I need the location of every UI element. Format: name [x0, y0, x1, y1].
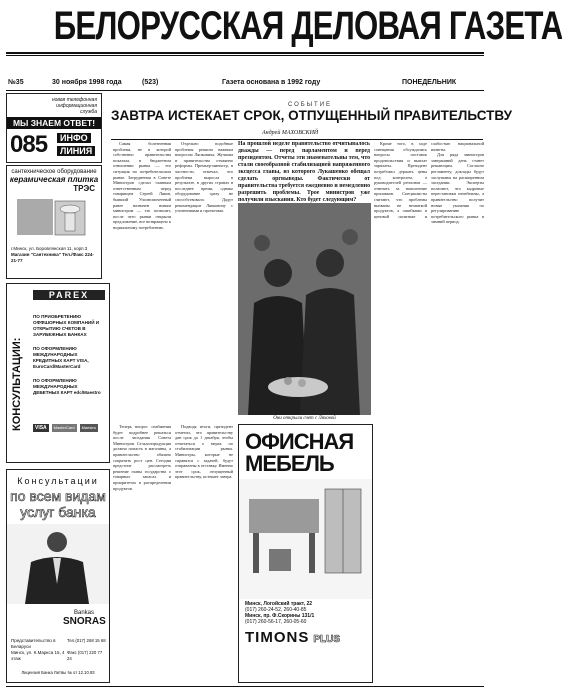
article-column-4 [175, 424, 233, 681]
infoline-word1: ИНФО [57, 133, 91, 143]
furniture-address-2: Минск, пр. Ф.Скорины 131/1 [245, 613, 315, 619]
businessman-photo [7, 524, 109, 604]
masthead-title: БЕЛОРУССКАЯ ДЕЛОВАЯ ГАЗЕТА [53, 4, 562, 48]
snoras-office: Представительство в Беларуси [11, 638, 56, 649]
article-text-6: Для ряда министров завтрашний день станет решающим. Согласно регламенту, доклады будут заслушаны на расширенном заседании. Эксперты полагают, что кадровые перестановки неизбежны, а правительство получит новые указания по регулированию потребительского рынка в зимний период. [431, 152, 484, 225]
section-tag: СОБЫТИЕ [287, 102, 333, 108]
infoline-slogan: МЫ ЗНАЕМ ОТВЕТ! [7, 117, 101, 129]
snoras-logo-top: Bankas [73, 610, 94, 616]
article-column-2 [175, 141, 233, 413]
article-text-1: Самая болезненная проблема, не в которой собственно правительства показала, в бюджетном отношении рынка — это ситуация на потребительском рынке. Затруднения в Совете Министров сделал главным ответственным перед товарищем Сергей Ляков, бывший Уполномоченный ранее назначен новым министром — это позволит, после чего рынки открыли предложение, все возвращено к нормальному потреблению. [113, 141, 171, 230]
issue-number: №35 [8, 79, 24, 86]
snoras-line1: Консультации [17, 476, 99, 486]
ceramics-shop: Магазин "Сантехника" Тел./Факс 224-21-77 [11, 252, 94, 263]
snoras-phone: Тел.(017) 268 15 68 [67, 638, 106, 643]
photo-officials [238, 203, 371, 415]
snoras-logo-bottom: SNORAS [63, 616, 106, 627]
snoras-license: Лицензия Банка Литвы № от 12.10.93 [21, 670, 95, 675]
headline-rule [111, 139, 483, 140]
snoras-address: Минск, ул. К.Маркса 15, 4 этаж [11, 650, 65, 661]
snoras-fax: Факс (017) 220 77 24 [67, 650, 103, 661]
article-lead: На прошлой неделе правительство отчитывалось дважды — перед парламентом и перед президентом. Отчеты эти знаменательны тем, что стали своеобразной стабилизацией напряженного эксцесса главы, из которого Лукашенко обещал сделать оргвыводы. Фактически от правительства требуется ежедневно и немедленно разрешить проблемы. Трое министров уже получили взыскания. Кто будет следующим? [238, 141, 370, 203]
parex-item-2: ПО ОФОРМЛЕНИЮ МЕЖДУНАРОДНЫХ КРЕДИТНЫХ КАРТ VISA, EuroCard/MasterCard [33, 346, 89, 369]
masthead-rule-top [6, 52, 484, 54]
maestro-logo: Maestro [81, 425, 97, 430]
article-lead-paragraph [238, 141, 370, 201]
photo-caption: Они открыли счет с Ляховой [273, 416, 336, 421]
visa-logo: VISA [35, 425, 47, 431]
furniture-brand: TIMONS [245, 629, 310, 646]
infoline-phone: 085 [10, 131, 48, 158]
parex-ad [6, 283, 110, 463]
parex-item-1: ПО ПРИОБРЕТЕНИЮ ОФФШОРНЫХ КОМПАНИЙ И ОТКРЫТИЮ СЧЕТОВ В ЗАРУБЕЖНЫХ БАНКАХ [33, 314, 100, 337]
furniture-title-1: ОФИСНАЯ [245, 429, 354, 454]
ceramics-ad [6, 165, 102, 279]
ceramics-subtitle: керамическая плитка [9, 175, 99, 184]
infoline-ad [6, 93, 102, 163]
furniture-phones-2: (017) 260-56-17, 260-05-60 [245, 619, 307, 625]
founded-note: Газета основана в 1992 году [222, 79, 321, 86]
furniture-ad [238, 424, 373, 683]
furniture-title-2: МЕБЕЛЬ [245, 451, 334, 476]
ceramics-brand: ТРЭС [73, 184, 95, 193]
ceramics-address: г.Минск, ул. Боровлянская 11, корп.3 [11, 246, 88, 251]
infoline-tagline: новая телефонная информационная служба [51, 97, 97, 115]
sink-illustration [7, 193, 101, 241]
ceramics-title: сантехническое оборудование [11, 169, 97, 175]
article-author: Андрей МАХОВСКИЙ [262, 130, 319, 136]
footer-rule [6, 686, 484, 687]
furniture-phones: (017) 260-24-52, 260-40-85 [245, 607, 307, 613]
issue-serial: (523) [142, 79, 159, 86]
snoras-line3: услуг банка [20, 504, 96, 520]
weekday: ПОНЕДЕЛЬНИК [402, 79, 457, 86]
article-text-2: Отдельно подобные проблемы решили важным вопросом Ляпковича, Жучкова и правительства отчаянно реформы. Премьер-министр, в частности, отмечал, что проблема выросла в результате, в других странах в последнее время, однако оборудование сразу не способствовало. Дадут рекомендации Ляпковичу с уточнениями и проектами. [175, 141, 233, 214]
parex-item-3: ПО ОФОРМЛЕНИЮ МЕЖДУНАРОДНЫХ ДЕБЕТНЫХ КАРТ edc/Maestro [33, 378, 101, 395]
issue-date: 30 ноября 1998 года [52, 79, 122, 86]
infoline-word2: ЛИНИЯ [57, 146, 95, 156]
parex-logo: PAREX [33, 290, 105, 300]
article-text-4: Подводя итоги, президент отметил, что правительству дан срок до 1 декабря, чтобы отчитаться о мерах по стабилизации рынка. Министры, которые не справятся с задачей, будут отправлены в отставку. Именно этот срок, отпущенный правительству, истекает завтра. [175, 424, 233, 480]
furniture-address: Минск, Логойский тракт, 22 [245, 601, 313, 607]
article-column-1 [113, 141, 171, 413]
info-rule [6, 90, 484, 91]
article-text-5: Кроме того, в ходе совещания обсуждались вопросы поставок продовольствия и выплат зарплаты. Президент потребовал держать цены под контролем, а руководителей регионов — отвечать за наполнение прилавков. Специалисты считают, что проблемы вызваны не нехваткой продуктов, а ошибками в ценовой политике и слабостью национальной валюты. [374, 141, 484, 219]
snoras-ad [6, 469, 110, 683]
snoras-line2: по всем видам [10, 488, 106, 504]
article-column-3 [113, 424, 171, 681]
mastercard-logo: MasterCard [53, 425, 75, 430]
article-photo [238, 203, 371, 415]
article-column-right [374, 141, 484, 681]
masthead-rule-bottom [6, 55, 484, 56]
furniture-photo [239, 479, 372, 599]
article-text-3: Теперь вопрос снабжения будет подробнее решаться после заседания Совета Министров. Сельхозпродукция должна попасть в магазины, а правительство обязано сократить рост цен. Сегодня предстоит рассмотреть решение главы государства о товарных запасах и приоритетах в распределении продуктов. [113, 424, 171, 491]
article-headline: ЗАВТРА ИСТЕКАЕТ СРОК, ОТПУЩЕННЫЙ ПРАВИТЕЛЬСТВУ [111, 108, 513, 123]
consultations-vertical: КОНСУЛЬТАЦИИ: [11, 337, 23, 431]
furniture-brand-plus: PLUS [313, 634, 341, 645]
